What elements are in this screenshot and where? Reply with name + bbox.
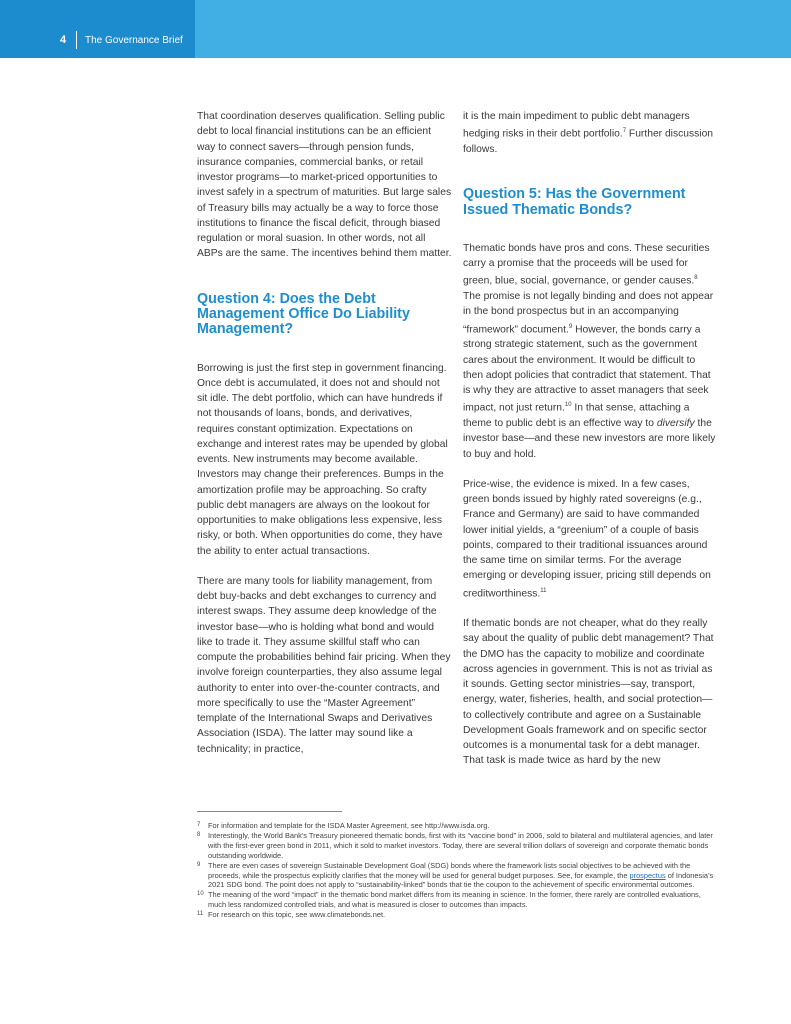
paragraph-impediment: it is the main impediment to public debt managers hedging risks in their debt portfolio.$^7$ Further discussion follows. xyxy=(463,111,714,155)
footnote-8: 8 Interestingly, the World Bank’s Treasury pioneered thematic bonds, first with its “vaccine bond” in 2006, sold to bilateral and multilateral agencies, and later with the first-ever green bond in 2011, which it sold to market investors. Today, there are several trillion dollars of sovereign and corporate thematic bonds outstanding worldwide. xyxy=(197,830,713,860)
footnote-9: 9 There are even cases of sovereign Sustainable Development Goal (SDG) bonds where the framework lists social objectives to be achieved with the proceeds, while the prospectus explicitly clarifies that the money will be used for general budget purposes. See, for example, the prospectus of Indonesia’s 2021 SDG bond. The point does not apply to “sustainability-linked” bonds that tie the coupon to the achievement of specific environmental outcomes. xyxy=(197,860,714,890)
paragraph-quality: If thematic bonds are not cheaper, what do they really say about the quality of public debt management? That the DMO has the capacity to mobilize and coordinate across agencies in government. This is not as trivial as it sounds. Getting sector ministries—say, transport, energy, water, fisheries, health, and social protection—to collectively contribute and agree on a Sustainable Development Goals framework and on specific sector outcomes is a monumental task for a debt manager. That task is made twice as hard by the new xyxy=(463,618,714,767)
footnote-ref-8[interactable]: 8 xyxy=(694,275,698,282)
footnote-ref-9[interactable]: 9 xyxy=(568,323,573,330)
footnote-7: 7 For information and template for the ISDA Master Agreement, see http://www.isda.org. xyxy=(197,821,490,830)
footnote-ref-11[interactable]: 11 xyxy=(540,587,547,594)
paragraph-borrowing: Borrowing is just the first step in government financing. Once debt is accumulated, it does not and should not sit idle. The debt portfolio, which can have hundreds if not thousands of loans, bonds, and derivatives, requires constant optimization. Expectations on exchange and interest rates may be upended by global events. New instruments may become available. Investors may change their preferences. Bumps in the amortization profile may be approaching. So crafty public debt managers are always on the lookout for opportunities to make obligations less expensive, less risky, or both. When opportunities do come, they have the ability to enter actual transactions. xyxy=(197,362,448,557)
header-label-block xyxy=(0,0,195,58)
paragraph-price-wise: Price-wise, the evidence is mixed. In a few cases, green bonds issued by highly rated sovereigns (e.g., France and Germany) are said to have commanded lower initial yields, a “greenium” of a couple of basis points, compared to their traditional issuances around the same time on similar terms. For the average emerging or developing issuer, pricing still depends on creditworthiness.$^{11}$ xyxy=(463,478,711,599)
heading-question-5: Question 5: Has the Government Issued Thematic Bonds? xyxy=(463,186,686,218)
publication-title: The Governance Brief xyxy=(85,35,183,46)
footnote-ref-7[interactable]: 7 xyxy=(622,128,627,135)
page-number: 4 xyxy=(60,34,67,46)
paragraph-liability-tools: There are many tools for liability management, from debt buy-backs and debt exchanges to currency and interest swaps. They assume deep knowledge of the investor base—who is holding what bond and would like to trade it. They assume skillful staff who can compute the probabilities behind fair pricing. When they involve foreign counterparties, they also assume legal authority to enter into over-the-counter contracts, and more specifically to use the “Master Agreement” template of the International Swaps and Derivatives Association (ISDA). The latter may sound like a technicality; in practice, xyxy=(197,575,451,755)
header-divider xyxy=(76,31,77,49)
footnote-10: 10 The meaning of the word “impact” in the thematic bond market differs from its meaning in science. In the former, there rarely are controlled evaluations, much less randomized controlled trials, and what is measured is closer to outcomes than impacts. xyxy=(197,890,701,910)
footnotes xyxy=(197,821,717,920)
left-column xyxy=(197,109,452,757)
heading-question-4: Question 4: Does the Debt Management Office Do Liability Management? xyxy=(197,290,410,338)
page-header xyxy=(0,0,791,58)
footnote-11: 11 For research on this topic, see www.climatebonds.net. xyxy=(197,910,386,920)
prospectus-link[interactable]: prospectus xyxy=(629,870,666,880)
paragraph-thematic-bonds: Thematic bonds have pros and cons. These securities carry a promise that the proceeds will be used for green, blue, social, governance, or gender causes.$^8$ The promise is not legally binding and does not appear in the bond prospectus but in an accompanying “framework” document.$^9$ However, the bonds carry a strong strategic statement, such as the government cares about the environment. It would be difficult to then adopt policies that contradict that statement. That is why they are attractive to asset managers that seek impact, not just return.$^{10}$ In that sense, attaching a theme to public debt is an effective way to diversify the investor base—and these new investors are more likely to buy and hold. xyxy=(463,242,716,460)
footnote-divider xyxy=(197,811,342,812)
paragraph-coordination: That coordination deserves qualification. Selling public debt to local financial institutions can be an efficient way to connect savers—through pension funds, insurance companies, commercial banks, or retail investor programs—to market-priced opportunities to invest safely in a spectrum of maturities. But large sales of Treasury bills may actually be a way to force those institutions to finance the fiscal deficit, through biased regulation or moral suasion. In other words, not all ABPs are the same. The incentives behind them matter. xyxy=(197,111,452,260)
footnote-ref-10[interactable]: 10 xyxy=(564,402,572,409)
right-column xyxy=(463,109,718,769)
